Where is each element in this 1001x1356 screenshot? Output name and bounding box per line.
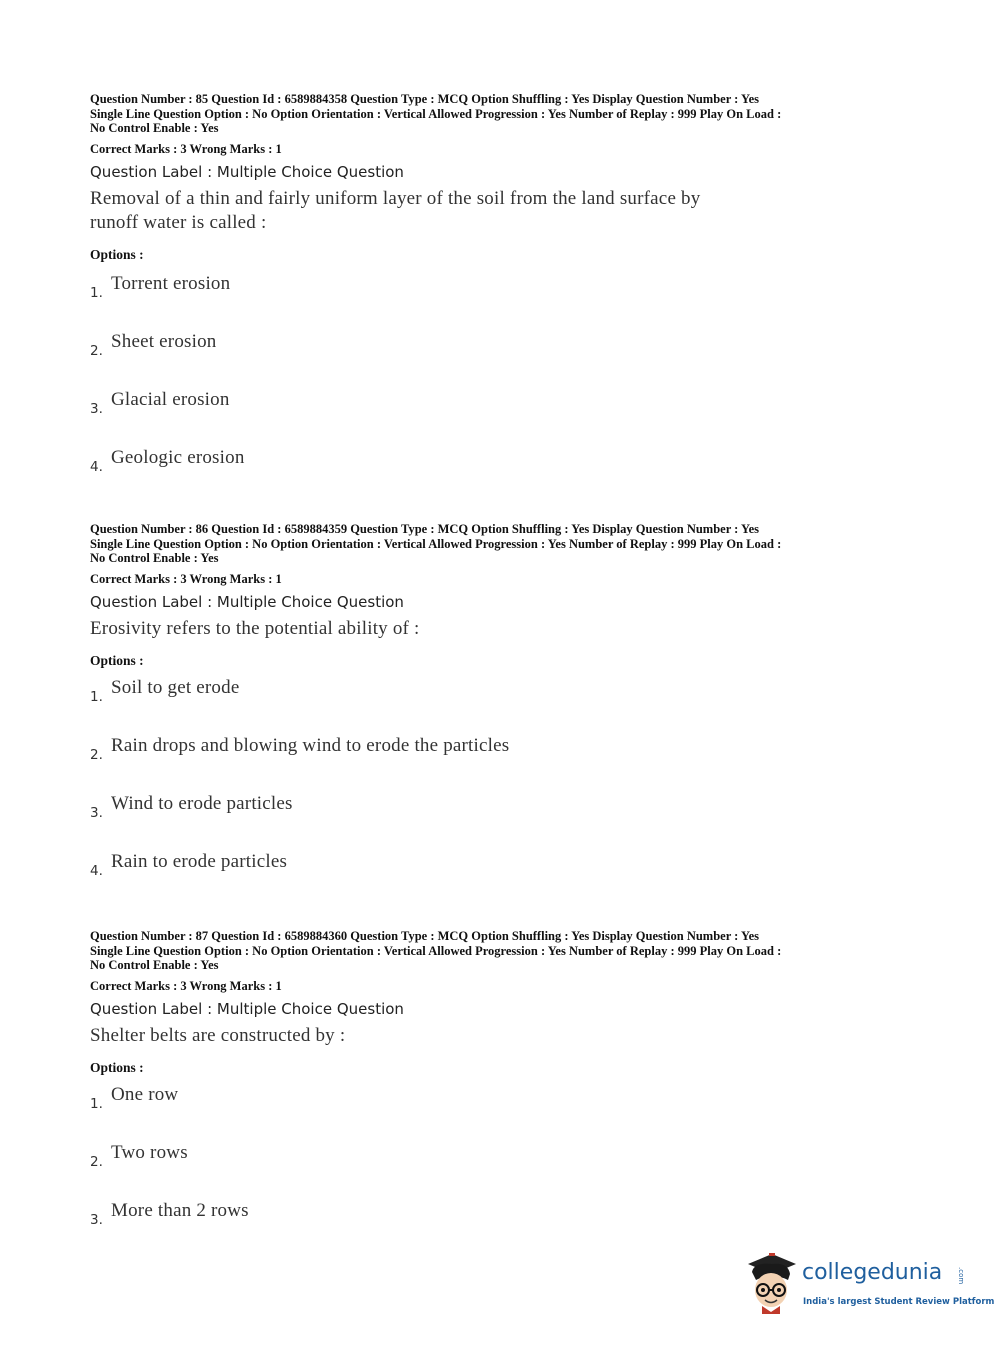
question-label: Question Label : Multiple Choice Question bbox=[90, 592, 404, 611]
option-number: 1. bbox=[90, 1095, 103, 1112]
question-marks: Correct Marks : 3 Wrong Marks : 1 bbox=[90, 141, 282, 156]
question-label: Question Label : Multiple Choice Question bbox=[90, 162, 404, 181]
option-text: Torrent erosion bbox=[111, 272, 231, 294]
option-item bbox=[90, 1083, 920, 1144]
options-heading: Options : bbox=[90, 652, 144, 668]
options-heading: Options : bbox=[90, 1059, 144, 1075]
question-marks: Correct Marks : 3 Wrong Marks : 1 bbox=[90, 978, 282, 993]
option-item bbox=[90, 792, 920, 853]
option-number: 2. bbox=[90, 342, 103, 359]
option-text: One row bbox=[111, 1083, 179, 1105]
option-text: Two rows bbox=[111, 1141, 188, 1163]
option-item bbox=[90, 676, 920, 737]
question-text: Removal of a thin and fairly uniform layer of the soil from the land surface by runoff water is called : bbox=[90, 187, 701, 233]
question-label: Question Label : Multiple Choice Question bbox=[90, 999, 404, 1018]
option-text: Glacial erosion bbox=[111, 388, 230, 410]
options-list bbox=[90, 272, 920, 507]
logo-suffix: .com bbox=[957, 1267, 965, 1285]
question-text: Shelter belts are constructed by : bbox=[90, 1024, 346, 1046]
question-meta: Question Number : 86 Question Id : 6589884359 Question Type : MCQ Option Shuffling : Yes Display Question Number : Yes Single Line Question Option : No Option Orientation : Vertical Allowed Progression : Yes Number of Replay : 999 Play On Load : No Control Enable : Yes bbox=[90, 522, 782, 565]
option-text: Sheet erosion bbox=[111, 330, 217, 352]
question-marks: Correct Marks : 3 Wrong Marks : 1 bbox=[90, 571, 282, 586]
option-item bbox=[90, 734, 920, 795]
logo-wordmark: collegedunia bbox=[802, 1260, 943, 1285]
options-list bbox=[90, 1083, 920, 1260]
mascot-icon bbox=[742, 1250, 800, 1316]
option-number: 4. bbox=[90, 458, 103, 475]
option-item bbox=[90, 330, 920, 391]
option-item bbox=[90, 272, 920, 333]
option-text: Rain to erode particles bbox=[111, 850, 288, 872]
question-meta: Question Number : 85 Question Id : 6589884358 Question Type : MCQ Option Shuffling : Yes Display Question Number : Yes Single Line Question Option : No Option Orientation : Vertical Allowed Progression : Yes Number of Replay : 999 Play On Load : No Control Enable : Yes bbox=[90, 92, 782, 135]
option-number: 2. bbox=[90, 1153, 103, 1170]
option-text: Soil to get erode bbox=[111, 676, 240, 698]
logo-tagline: India's largest Student Review Platform bbox=[803, 1297, 995, 1307]
option-number: 3. bbox=[90, 400, 103, 417]
question-meta: Question Number : 87 Question Id : 6589884360 Question Type : MCQ Option Shuffling : Yes Display Question Number : Yes Single Line Question Option : No Option Orientation : Vertical Allowed Progression : Yes Number of Replay : 999 Play On Load : No Control Enable : Yes bbox=[90, 929, 782, 972]
option-text: Rain drops and blowing wind to erode the particles bbox=[111, 734, 510, 756]
option-item bbox=[90, 1141, 920, 1202]
collegedunia-logo bbox=[742, 1250, 995, 1320]
option-number: 3. bbox=[90, 804, 103, 821]
option-number: 4. bbox=[90, 862, 103, 879]
option-number: 1. bbox=[90, 688, 103, 705]
options-list bbox=[90, 676, 920, 911]
question-block-86 bbox=[90, 522, 920, 911]
option-item bbox=[90, 850, 920, 911]
option-text: Wind to erode particles bbox=[111, 792, 293, 814]
option-number: 1. bbox=[90, 284, 103, 301]
option-item bbox=[90, 446, 920, 507]
question-text: Erosivity refers to the potential ability of : bbox=[90, 617, 420, 639]
question-block-87 bbox=[90, 929, 920, 1260]
options-heading: Options : bbox=[90, 246, 144, 262]
option-number: 3. bbox=[90, 1211, 103, 1228]
option-item bbox=[90, 388, 920, 449]
option-text: Geologic erosion bbox=[111, 446, 245, 468]
option-text: More than 2 rows bbox=[111, 1199, 249, 1221]
question-block-85 bbox=[90, 92, 920, 507]
option-number: 2. bbox=[90, 746, 103, 763]
